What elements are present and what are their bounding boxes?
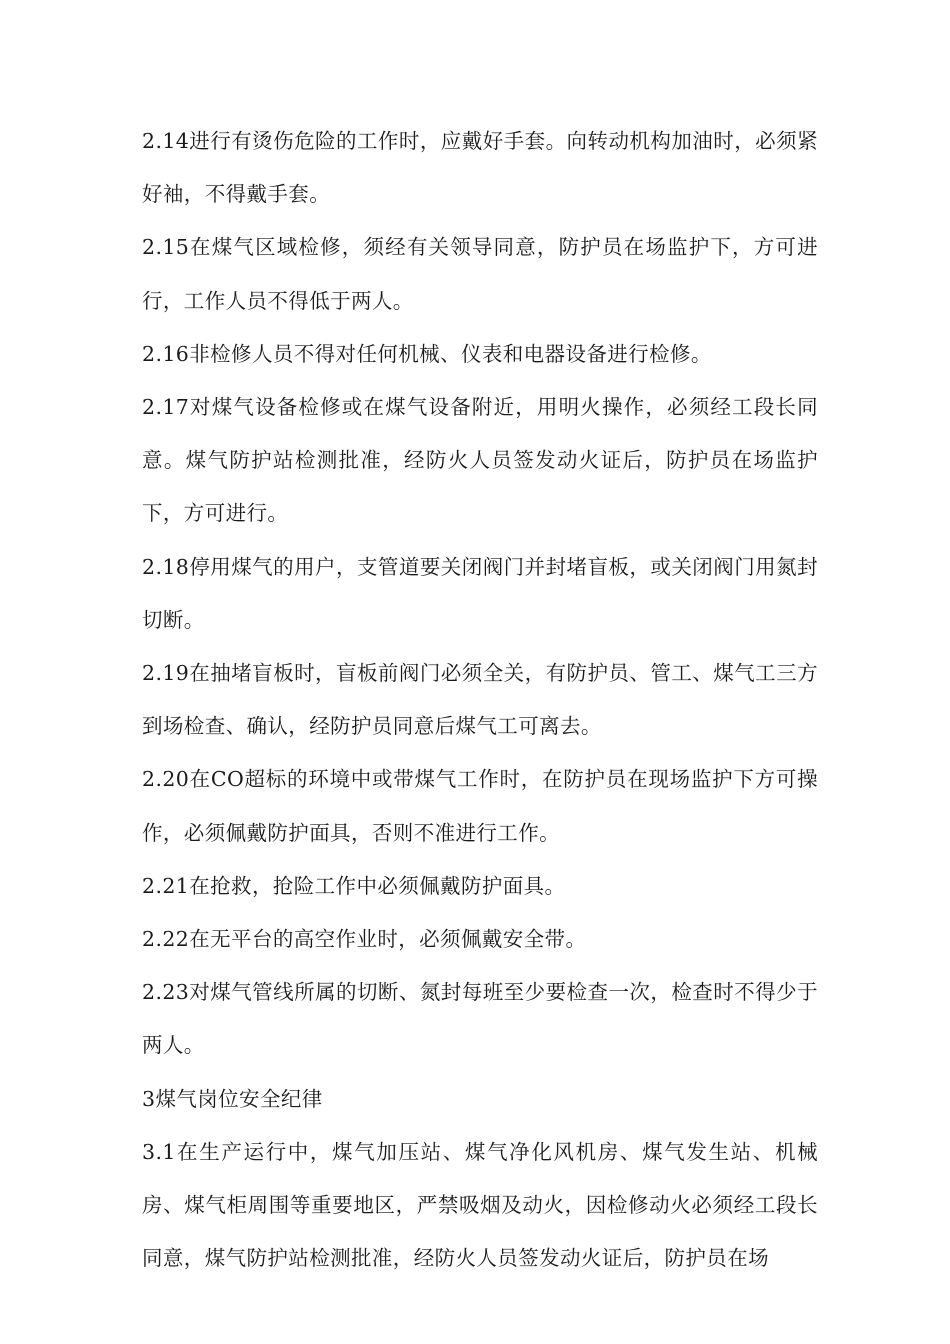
paragraph-2-21: 2.21在抢救，抢险工作中必须佩戴防护面具。 xyxy=(142,873,566,898)
paragraph-2-14: 2.14进行有烫伤危险的工作时，应戴好手套。向转动机构加油时，必须紧好袖，不得戴手套。 xyxy=(142,129,818,207)
paragraph-2-18: 2.18停用煤气的用户，支管道要关闭阀门并封堵盲板，或关闭阀门用氮封切断。 xyxy=(142,554,818,632)
paragraph-2-20: 2.20在CO超标的环境中或带煤气工作时，在防护员在现场监护下方可操作，必须佩戴防护面具，否则不准进行工作。 xyxy=(142,767,818,845)
paragraph-2-23: 2.23对煤气管线所属的切断、氮封每班至少要检查一次，检查时不得少于两人。 xyxy=(142,980,818,1058)
paragraph-2-19: 2.19在抽堵盲板时，盲板前阀门必须全关，有防护员、管工、煤气工三方到场检查、确认，经防护员同意后煤气工可离去。 xyxy=(142,661,818,739)
document-body xyxy=(142,115,818,1285)
paragraph-2-16: 2.16非检修人员不得对任何机械、仪表和电器设备进行检修。 xyxy=(142,341,712,366)
paragraph-2-15: 2.15在煤气区域检修，须经有关领导同意，防护员在场监护下，方可进行，工作人员不得低于两人。 xyxy=(142,235,818,313)
section-heading-3: 3煤气岗位安全纪律 xyxy=(142,1086,323,1111)
paragraph-2-22: 2.22在无平台的高空作业时，必须佩戴安全带。 xyxy=(142,927,587,952)
paragraph-3-1: 3.1在生产运行中，煤气加压站、煤气净化风机房、煤气发生站、机械房、煤气柜周围等重要地区，严禁吸烟及动火，因检修动火必须经工段长同意，煤气防护站检测批准，经防火人员签发动火证后，防护员在场 xyxy=(142,1139,818,1271)
paragraph-2-17: 2.17对煤气设备检修或在煤气设备附近，用明火操作，必须经工段长同意。煤气防护站检测批准，经防火人员签发动火证后，防护员在场监护下，方可进行。 xyxy=(142,395,818,526)
